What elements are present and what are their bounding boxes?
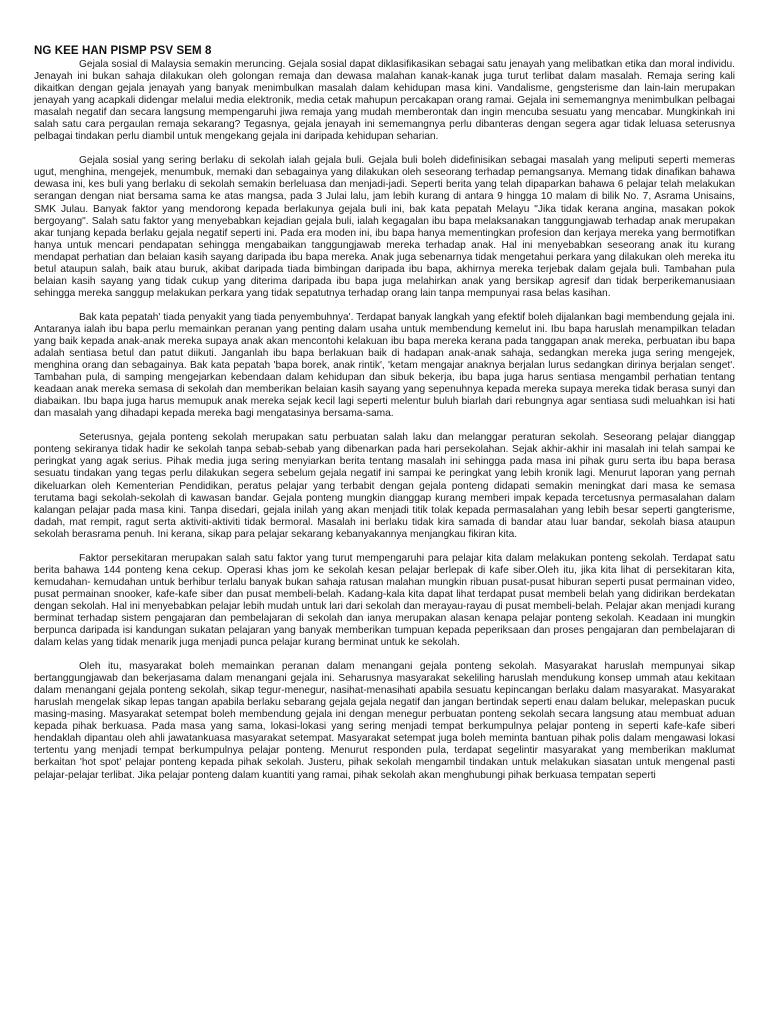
paragraph-truancy: Seterusnya, gejala ponteng sekolah merupakan satu perbuatan salah laku dan melanggar peraturan sekolah. Seseorang pelajar dianggap ponteng sekiranya tidak hadir ke sekolah tanpa sebab-sebab yang dibenarkan pada hari persekolahan. Sejak akhir-akhir ini masalah ini telah sampai ke peringkat yang agak serius. Pihak media juga sering menyiarkan berita tentang masalah ini sehingga pada masa ini pihak guru serta ibu bapa berasa sesuatu tindakan yang tegas perlu dilakukan segera sebelum gejala negatif ini sampai ke peringkat yang lebih kronik lagi. Menurut laporan yang pernah dikeluarkan oleh Kementerian Pendidikan, peratus pelajar yang terbabit dengan gejala ponteng didapati semakin meningkat dari masa ke semasa terutama bagi sekolah-sekolah di kawasan bandar. Gejala ponteng mungkin dianggap kurang memberi impak kepada tercetusnya permasalahan dalam kalangan pelajar pada masa kini. Tanpa disedari, gejala inilah yang akan menjadi titik tolak kepada permasalahan yang lebih besar seperti gangterisme, dadah, mat rempit, ragut serta aktiviti-aktiviti tidak bermoral. Masalah ini berlaku tidak kira samada di bandar atau luar bandar, sekolah biasa ataupun sekolah berasrama penuh. Ini kerana, sikap para pelajar sekarang kebanyakannya menjangkau fikiran kita. [34,432,735,540]
paragraph-parents-role: Bak kata pepatah' tiada penyakit yang tiada penyembuhnya'. Terdapat banyak langkah yang efektif boleh dijalankan bagi membendung gejala ini. Antaranya ialah ibu bapa perlu memainkan peranan yang penting dalam usaha untuk membendung kemelut ini. Ibu bapa haruslah menampilkan teladan yang baik kepada anak-anak mereka supaya anak akan mencontohi kelakuan ibu bapa mereka kerana pada tanggapan anak mereka, perbuatan ibu bapa adalah sentiasa betul dan patut diikuti. Janganlah ibu bapa berlakuan baik di hadapan anak-anak sahaja, sedangkan mereka juga sering mengejek, menghina orang dan sebagainya. Bak kata pepatah 'bapa borek, anak rintik', 'ketam mengajar anaknya berjalan lurus sedangkan dirinya berjalan senget'. Tambahan pula, di samping mengejarkan kebendaan dalam kehidupan dan sibuk bekerja, ibu bapa juga harus sentiasa mengambil perhatian tentang keadaan anak mereka semasa di sekolah dan memberikan belaian kasih sayang yang sepenuhnya kepada mereka supaya mereka tidak berasa sunyi dan diabaikan. Ibu bapa juga harus memupuk anak mereka sejak kecil lagi seperti melentur buluh biarlah dari rebungnya agar sentiasa sudi meluahkan isi hati dan masalah yang dihadapi kepada mereka bagi mengatasinya bersama-sama. [34,311,735,420]
paragraph-bullying: Gejala sosial yang sering berlaku di sekolah ialah gejala buli. Gejala buli boleh didefinisikan sebagai masalah yang meliputi seperti memeras ugut, menghina, mengejek, menumbuk, memaki dan sebagainya yang dilakukan oleh seseorang terhadap pemangsanya. Memang tidak dinafikan bahawa dewasa ini, kes buli yang berlaku di sekolah semakin berleluasa dan menjadi-jadi. Seperti berita yang telah dipaparkan bahawa 6 pelajar telah melakukan serangan dengan niat bersama sama ke atas mangsa, pada 3 Julai lalu, jam lebih kurang di antara 9 hingga 10 malam di bilik No. 7, Asrama Unisains, SMK Julau. Banyak faktor yang mendorong kepada berlakunya gejala buli ini, bak kata pepatah Melayu "Jika tidak kerana angina, masakan pokok bergoyang". Salah satu faktor yang menyebabkan kejadian gejala buli, ialah kegagalan ibu bapa melaksanakan tanggungjawab terhadap anak merupakan akar tunjang kepada berlaku gejala negatif seperti ini. Pada era moden ini, ibu bapa hanya mementingkan profesion dan kerjaya mereka yang bermotifkan hanya untuk mencari pendapatan sehingga mengabaikan tanggungjawab mereka terhadap anak. Hal ini menyebabkan seseorang anak itu kurang mendapat perhatian dan belaian kasih sayang daripada ibu bapa mereka. Anak juga sebenarnya tidak mengetahui perkara yang dilakukan oleh mereka itu betul ataupun salah, baik atau buruk, akibat daripada tiada bimbingan daripada ibu bapa, akhirnya mereka terjebak dalam gejala buli. Tambahan pula belaian kasih sayang yang tidak cukup yang diterima daripada ibu bapa juga melahirkan anak yang bersikap agresif dan tidak berperikemanusiaan sehingga mereka sanggup melakukan perkara yang tidak sepatutnya terhadap orang lain tanpa mempunyai rasa belas kasihan. [34,155,735,299]
paragraph-community-role: Oleh itu, masyarakat boleh memainkan peranan dalam menangani gejala ponteng sekolah. Masyarakat haruslah mempunyai sikap bertanggungjawab dan bekerjasama dalam menangani gejala ini. Seharusnya masyarakat sekeliling haruslah mendukung konsep ummah atau kekitaan dalam menangani gejala ponteng sekolah, sikap tegur-menegur, nasihat-menasihati apabila sesuatu kepincangan berlaku dalam masyarakat. Masyarakat haruslah mengelak sikap lepas tangan apabila berlaku sebarang gejala gejala negatif dan jangan bertindak seperti enau dalam belukar, melepaskan pucuk masing-masing. Masyarakat setempat boleh membendung gejala ini dengan menegur perbuatan ponteng sekolah secara langsung atau membuat aduan kepada pihak berkuasa. Pada masa yang sama, lokasi-lokasi yang sering menjadi tempat berkumpulnya pelajar ponteng in seperti kafe-kafe siberi hendaklah dipantau oleh ahli jawatankuasa masyarakat setempat. Masyarakat setempat juga boleh meminta bantuan pihak polis dalam mengawasi lokasi tertentu yang menjadi tempat berkumpulnya pelajar ponteng. Menurut responden pula, terdapat segelintir masyarakat yang memberikan maklumat berkaitan 'hot spot' pelajar ponteng kepada pihak sekolah. Justeru, pihak sekolah mengambil tindakan untuk melakukan siasatan untuk mengenal pasti pelajar-pelajar terlibat. Jika pelajar ponteng dalam kuantiti yang ramai, pihak sekolah akan menghubungi pihak berkuasa tempatan seperti [34,661,735,781]
document-title: NG KEE HAN PISMP PSV SEM 8 [34,45,212,57]
paragraph-environment-factor: Faktor persekitaran merupakan salah satu faktor yang turut mempengaruhi para pelajar kita dalam melakukan ponteng sekolah. Terdapat satu berita bahawa 144 ponteng kena cekup. Operasi khas jom ke sekolah kesan pelajar berlepak di kafe siber.Oleh itu, jika kita lihat di persekitaran kita, kemudahan- kemudahan untuk berhibur terlalu banyak bukan sahaja ratusan malahan mungkin ribuan pusat-pusat hiburan seperti pusat permainan video, pusat permainan snooker, kafe-kafe siber dan pusat membeli-belah. Kadang-kala kita dapat lihat terdapat pusat membeli belah yang didirikan berdekatan dengan sekolah. Hal ini menyebabkan pelajar lebih mudah untuk lari dari sekolah dan merayau-rayau di pusat membeli-belah. Pelajar akan menjadi kurang berminat terhadap sistem pengajaran dan pembelajaran di sekolah dan ianya merupakan alasan kenapa pelajar ponteng sekolah. Keadaan ini mungkin berpunca daripada isi kandungan sukatan pelajaran yang banyak memberikan tumpuan kepada peperiksaan dan proses pengajaran dan pembelajaran di dalam kelas yang tidak menarik juga menjadi punca pelajar kurang berminat untuk ke sekolah. [34,552,735,649]
paragraph-introduction: Gejala sosial di Malaysia semakin meruncing. Gejala sosial dapat diklasifikasikan sebagai satu jenayah yang melibatkan etika dan moral individu. Jenayah ini bukan sahaja dilakukan oleh golongan remaja dan dewasa malahan kanak-kanak juga turut terlibat dalam masalah. Remaja sering kali dikaitkan dengan gejala jenayah yang banyak menimbulkan masalah dalam kehidupan masa kini. Vandalisme, gengsterisme dan lain-lain merupakan jenayah yang acapkali didengar melalui media elektronik, media cetak mahupun percakapan orang ramai. Gejala ini sememangnya menimbulkan pelbagai masalah negatif dan secara langsung mempengaruhi jiwa remaja yang mudah memberontak dan ingin mencuba sesuatu yang mencabar. Mungkinkah ini salah satu cara pergaulan remaja sekarang? Tegasnya, gejala jenayah ini sememangnya perlu dibanteras dengan segera agar tidak leluasa seterusnya pelbagai tindakan perlu diambil untuk mengekang gejala ini daripada kehidupan seharian. [34,59,735,143]
document-body [34,45,735,794]
